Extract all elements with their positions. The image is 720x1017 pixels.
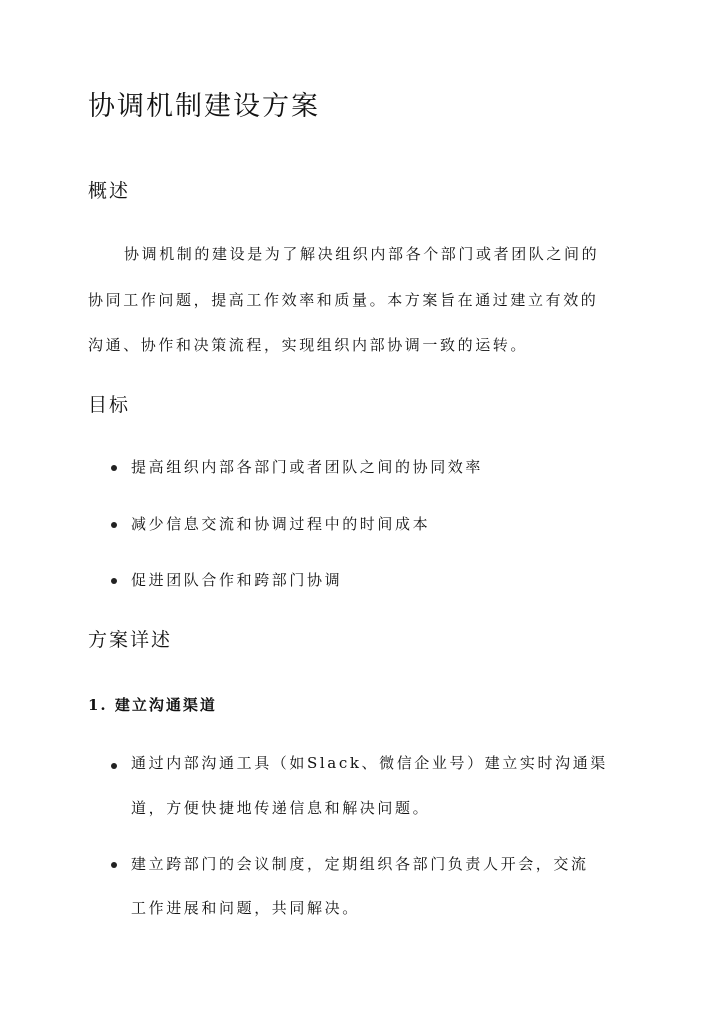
section-heading-goals: 目标 [88,394,131,416]
section-heading-overview: 概述 [88,180,131,202]
overview-paragraph-line: 协同工作问题，提高工作效率和质量。本方案旨在通过建立有效的 [88,291,599,309]
bullet-icon [111,862,117,868]
bullet-icon [111,578,117,584]
bullet-icon [111,522,117,528]
goal-list-item: 促进团队合作和跨部门协调 [131,571,343,589]
page-title: 协调机制建设方案 [88,91,320,122]
bullet-icon [111,763,117,769]
subsection-heading: 1. 建立沟通渠道 [88,696,217,714]
section-heading-details: 方案详述 [88,629,173,651]
overview-paragraph-line: 协调机制的建设是为了解决组织内部各个部门或者团队之间的 [124,245,600,263]
overview-paragraph-line: 沟通、协作和决策流程，实现组织内部协调一致的运转。 [88,336,529,354]
detail-list-item-line: 通过内部沟通工具（如Slack、微信企业号）建立实时沟通渠 [131,754,608,772]
goal-list-item: 提高组织内部各部门或者团队之间的协同效率 [131,458,484,476]
detail-list-item-line: 道，方便快捷地传递信息和解决问题。 [131,799,431,817]
goal-list-item: 减少信息交流和协调过程中的时间成本 [131,515,431,533]
detail-list-item-line: 建立跨部门的会议制度，定期组织各部门负责人开会，交流 [131,855,589,873]
detail-list-item-line: 工作进展和问题，共同解决。 [131,899,360,917]
bullet-icon [111,465,117,471]
